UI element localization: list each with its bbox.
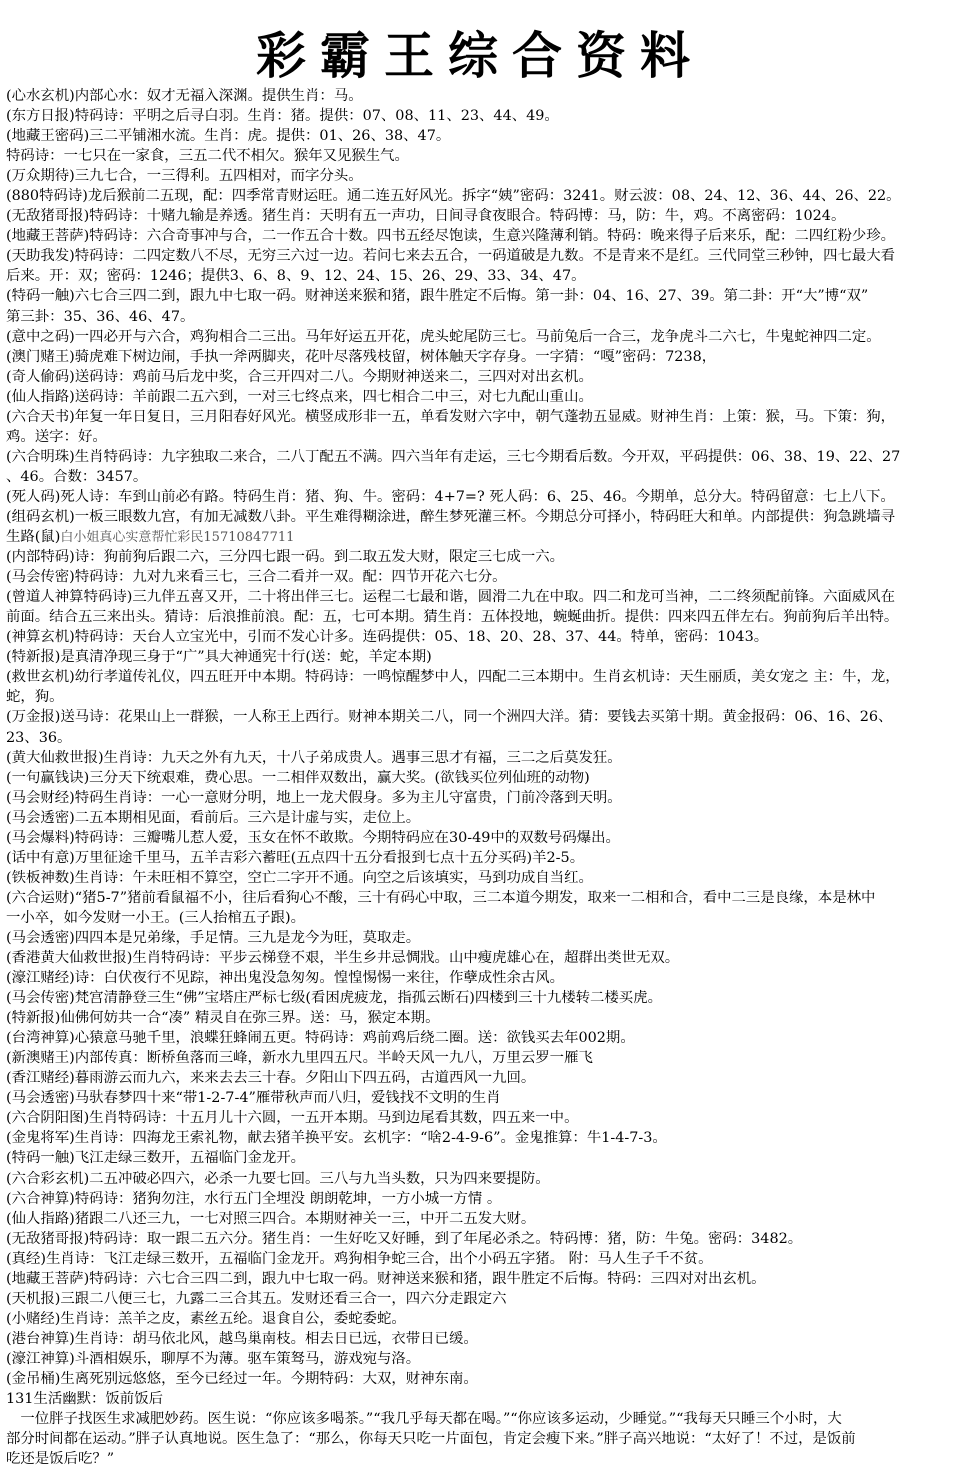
text-line: (神算玄机)特码诗：天台人立宝光中，引而不发心计多。连码提供：05、18、20、28、37、44。特单，密码：1043。 [6,629,769,646]
text-line: (内部特码)诗：狗前狗后跟二六，三分四七跟一码。到二取五发大财，限定三七成一六。 [6,549,565,566]
text-line: (仙人指路)送码诗：羊前跟二五六到，一对三七终点来，四七相合二中三，对七九配山重山。 [6,388,593,405]
text-line: (救世玄机)幼行孝道传礼仪，四五旺开中本期。特码诗：一鸣惊醒梦中人，四配二三本期中。生肖玄机诗：天生丽质，美女宠之 主：牛，龙， [6,669,900,686]
text-line: (地藏王密码)三二平铺湘水流。生肖：虎。提供：01、26、38、47。 [6,128,451,145]
text-line: (地藏王菩萨)特码诗：六七合三四二到，跟九中七取一码。财神送来猴和猪，跟牛胜定不后悔。特码：三四对对出玄机。 [6,1270,766,1287]
text-line: (马会财经)特码生肖诗：一心一意财分明，地上一龙犬假身。多为主儿守富贵，门前冷落到天明。 [6,789,622,806]
page-title: 彩霸王综合资料 [256,26,704,85]
document-body [6,86,956,1469]
text-line: (仙人指路)猪跟二八还三九，一七对照三四合。本期财神关一三，中开二五发大财。 [6,1210,536,1227]
text-line: (新澳赌王)内部传真：断桥鱼落而三峰，新水九里四五尺。半岭天风一九八，万里云罗一雁飞 [6,1050,593,1067]
text-line: (台湾神算)心猿意马驰千里，浪蝶狂蜂闹五更。特码诗：鸡前鸡后绕二圈。送：欲钱买去年002期。 [6,1030,635,1047]
text-line: (奇人偷码)送码诗：鸡前马后龙中奖，合三开四对二八。今期财神送来二，三四对对出玄机。 [6,368,593,385]
text-line: (马会爆料)特码诗：三瓣嘴儿惹人爱，玉女在怀不敢欺。今期特码应在30-49中的双数号码爆出。 [6,829,620,846]
text-line: (小赌经)生肖诗：羔羊之皮，素丝五纶。退食自公，委蛇委蛇。 [6,1310,406,1327]
text-line: (六合天书)年复一年日复日，三月阳春好风光。横竖成形非一五，单看发财六字中，朝气蓬勃五显威。财神生肖：上策：猴，马。下策：狗， [6,408,896,425]
text-line: (六合运财)“猪5-7”猪前看鼠福不小，往后看狗心不酸，三十有码心中取，三二本道今期发，取来一二相和合，看中二三是良缘，本是林中 [6,889,876,906]
text-line: 生路(鼠)白小姐真心实意帮忙彩民15710847711 [6,529,295,546]
text-line: (特码一触)六七合三四二到，跟九中七取一码。财神送来猴和猪，跟牛胜定不后悔。第一卦：04、16、27、39。第二卦：开“大”博“双” [6,288,869,305]
text-line: (六合彩玄机)二五冲破必四六，必杀一九要七回。三八与九当头数，只为四来要提防。 [6,1170,550,1187]
text-line: (金吊桶)生离死别远悠悠，至今已经过一年。今期特码：大双，财神东南。 [6,1371,478,1387]
watermark-text: 白小姐真心实意帮忙彩民15710847711 [60,530,295,546]
text-line: 吃还是饭后吃？” [6,1451,115,1468]
text-line: (澳门赌王)骑虎难下树边闹，手执一斧两脚夹，花叶尽落残枝留，树体触天字存身。一字猜：“嘎”密码：7238， [6,348,717,365]
text-line: (特新报)仙佛何妨共一合“凑” 精灵自在弥三界。送：马，猴定本期。 [6,1010,440,1027]
text-line: (东方日报)特码诗：平明之后寻白羽。生肖：猪。提供：07、08、11、23、44、49。 [6,108,559,125]
text-line: (香港黄大仙救世报)生肖特码诗：平步云梯登不艰，半生乡井忌惆戕。山中瘦虎雄心在，超群出类世无双。 [6,950,680,967]
text-line: 131生活幽默：饭前饭后 [6,1391,163,1408]
text-line: (马会透密)四四本是兄弟缘，手足情。三九是龙今为旺，莫取走。 [6,929,421,946]
text-line: (无敌猪哥报)特码诗：十赌九输是养透。猪生肖：天明有五一声功，日间寻食夜眼合。特码博：马，防：牛，鸡。不离密码：1024。 [6,208,846,225]
text-line: (组码玄机)一板三眼数九宫，有加无减数八卦。平生难得糊涂进，醉生梦死灌三杯。今期总分可择小，特码旺大和单。内部提供：狗急跳墙寻 [6,508,896,525]
text-line: (万众期待)三九七合，一三得利。五四相对，而字分头。 [6,168,363,185]
text-line: 蛇，狗。 [6,689,64,706]
text-line: (马会传密)梵宫清静登三生“佛”宝塔庄严标七级(看困虎疲龙，指孤云断石)四楼到三十九楼转二楼买虎。 [6,990,662,1007]
text-line: (天助我发)特码诗：二四定数八不尽，无穷三六过一边。若问七来去五合，一码道破是九数。不是青来不是红。三代同堂三秒钟，四七最大看 [6,248,896,265]
text-line: (特新报)是真清净现三身于“广”具大神通宪十行(送：蛇，羊定本期) [6,649,432,666]
text-line: 一小卒，如今发财一小王。(三人抬棺五子跟)。 [6,909,306,926]
text-line: (濠江赌经)诗：白伏夜行不见踪，神出鬼没急匆匆。惶惶惕惕一来往，作孽成性余古风。 [6,970,565,987]
text-line: 一位胖子找医生求减肥妙药。医生说：“你应该多喝茶。”“我几乎每天都在喝。”“你应该多运动，少睡觉。”“我每天只睡三个小时，大 [6,1411,842,1428]
text-line: (六合神算)特码诗：猪狗勿注，水行五门全埋没 朗朗乾坤，一方小城一方情 。 [6,1190,502,1207]
text-line: 后来。开：双；密码：1246；提供3、6、8、9、12、24、15、26、29、33、34、47。 [6,268,586,285]
text-line: (曾道人神算特码诗)三九伴五喜又开，二十将出伴三七。运程二七最和谐，圆滑二九在中取。四二和龙可当神，二二终须配前锋。六面威风在 [6,589,896,606]
text-line: (濠江神算)斗酒相娱乐，聊厚不为薄。驱车策驽马，游戏宛与洛。 [6,1350,421,1367]
text-line: 部分时间都在运动。”胖子认真地说。医生急了：“那么，你每天只吃一片面包，肯定会瘦下来。”胖子高兴地说：“太好了！不过，是饭前 [6,1431,856,1448]
text-line: 特码诗：一七只在一家食，三五二代不相欠。猴年又见猴生气。 [6,148,409,165]
text-line: (880特码诗)龙后猴前二五现，配：四季常青财运旺。通二连五好风光。拆字“姨”密码：3241。财云波：08、24、12、36、44、26、22。 [6,188,901,205]
text-line: (心水玄机)内部心水：奴才无福入深渊。提供生肖：马。 [6,88,363,104]
text-line: (黄大仙救世报)生肖诗：九天之外有九天，十八子弟成贵人。遇事三思才有福，三二之后莫发狂。 [6,749,622,766]
text-line: (六合明珠)生肖特码诗：九字独取二来合，二八丁配五不满。四六当年有走运，三七今期看后数。今开双，平码提供：06、38、19、22、27 [6,448,901,465]
text-line: (马会透密)马驮春梦四十来“带1-2-7-4”雁带秋声而八归，爱钱找不文明的生肖 [6,1090,501,1107]
text-line: 前面。结合五三来出头。猜诗：后浪推前浪。配：五，七可本期。猜生肖：五体投地，蜿蜒曲折。提供：四来四五伴左右。狗前狗后羊出特。 [6,609,899,626]
text-line: (无敌猪哥报)特码诗：取一跟二五六分。猪生肖：一生好吃又好睡，到了年尾必杀之。特码博：猪，防：牛兔。密码：3482。 [6,1230,803,1247]
text-line: 、46。合数：3457。 [6,468,148,485]
text-line: (意中之码)一四必开与六合，鸡狗相合二三出。马年好运五开花，虎头蛇尾防三七。马前兔后一合三，龙争虎斗二六七，牛鬼蛇神四二定。 [6,328,881,345]
text-line: (特码一触)飞江走绿三数开，五福临门金龙开。 [6,1150,306,1167]
text-line: (港台神算)生肖诗：胡马依北风，越鸟巢南枝。相去日已远，衣带日已缓。 [6,1330,478,1347]
text-line: (天机报)三跟二八便三七，九露二三合其五。发财还看三合一，四六分走跟定六 [6,1290,507,1307]
text-line: (死人码)死人诗：车到山前必有路。特码生肖：猪、狗、牛。密码：4+7=? 死人码：6、25、46。今期单，总分大。特码留意：七上八下。 [6,488,895,505]
text-line: (马会透密)二五本期相见面，看前后。三六是计虚与实，走位上。 [6,809,421,826]
text-line: (六合阴阳图)生肖特码诗：十五月儿十六圆，一五开本期。马到边尾看其数，四五来一中。 [6,1110,579,1127]
text-line: 23、36。 [6,729,72,746]
text-line: (真经)生肖诗：飞江走绿三数开，五福临门金龙开。鸡狗相争蛇三合，出个小码五字猪。 附：马人生子千不贫。 [6,1250,713,1267]
text-line: 鸡。送字：好。 [6,428,107,445]
text-line: (香江赌经)暮雨游云而九六，来来去去三十春。夕阳山下四五码，古道西风一九回。 [6,1070,536,1087]
text-line: (马会传密)特码诗：九对九来看三七，三合二看并一双。配：四节开花六七分。 [6,569,507,586]
text-line: (地藏王菩萨)特码诗：六合奇事冲与合，二一作五合十数。四书五经尽饱读，生意兴隆薄利销。特码：晚来得子后来乐，配：二四红粉少珍。 [6,228,896,245]
text-line: (一句赢钱诀)三分天下统艰难，费心思。一二相伴双数出，赢大奖。(欲钱买位列仙班的动物) [6,769,590,786]
text-line: (金鬼将军)生肖诗：四海龙王索礼物，献去猪羊换平安。玄机字：“啥2-4-9-6”。金鬼推算：牛1-4-7-3。 [6,1130,667,1147]
text-line: (万金报)送马诗：花果山上一群猴，一人称王上西行。财神本期关二八，同一个洲四大洋。猜：要钱去买第十期。黄金报码：06、16、26、 [6,709,893,726]
text-line: (话中有意)万里征途千里马，五羊吉彩六蓄旺(五点四十五分看报到七点十五分买码)羊2-5。 [6,849,585,866]
text-line: (铁板神数)生肖诗：午未旺相不算空，空亡二字开不通。向空之后该填实，马到功成自当红。 [6,869,593,886]
text-line: 第三卦：35、36、46、47。 [6,308,195,325]
